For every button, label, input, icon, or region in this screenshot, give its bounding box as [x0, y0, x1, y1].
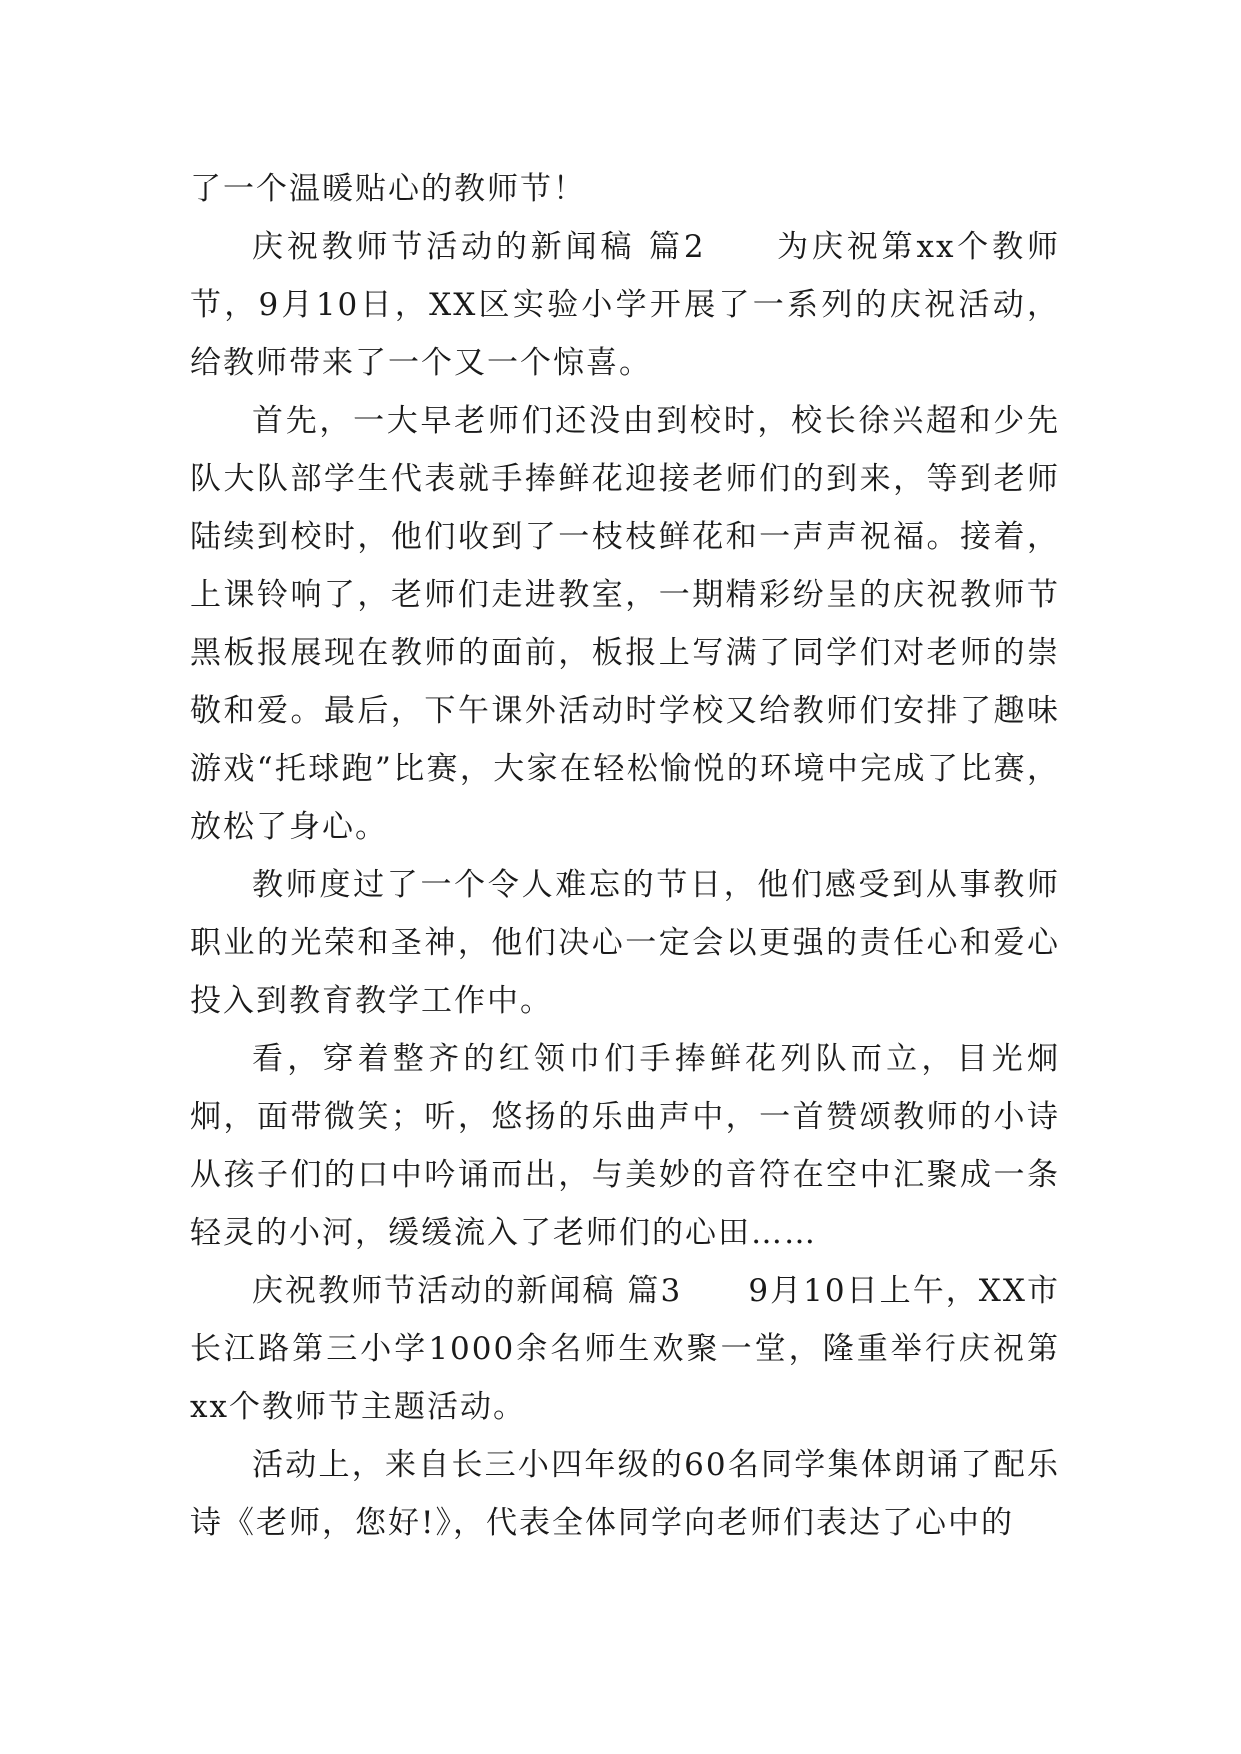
paragraph-recitation: 活动上，来自长三小四年级的60名同学集体朗诵了配乐诗《老师，您好!》，代表全体同学向老师们表达了心中的 — [190, 1447, 1060, 1541]
paragraph-article-2-intro: 庆祝教师节活动的新闻稿 篇2 为庆祝第xx个教师节，9月10日，XX区实验小学开展了一系列的庆祝活动，给教师带来了一个又一个惊喜。 — [190, 229, 1060, 381]
paragraph-continuation: 了一个温暖贴心的教师节！ — [190, 171, 586, 207]
paragraph-reflection: 教师度过了一个令人难忘的节日，他们感受到从事教师职业的光荣和圣神，他们决心一定会以更强的责任心和爱心投入到教育教学工作中。 — [190, 867, 1060, 1019]
paragraph-activities: 首先，一大早老师们还没由到校时，校长徐兴超和少先队大队部学生代表就手捧鲜花迎接老师们的到来，等到老师陆续到校时，他们收到了一枝枝鲜花和一声声祝福。接着，上课铃响了，老师们走进教室，一期精彩纷呈的庆祝教师节黑板报展现在教师的面前，板报上写满了同学们对老师的崇敬和爱。最后，下午课外活动时学校又给教师们安排了趣味游戏“托球跑”比赛，大家在轻松愉悦的环境中完成了比赛，放松了身心。 — [190, 403, 1060, 845]
article-body — [190, 160, 1060, 1552]
paragraph-scene: 看，穿着整齐的红领巾们手捧鲜花列队而立，目光炯炯，面带微笑；听，悠扬的乐曲声中，一首赞颂教师的小诗从孩子们的口中吟诵而出，与美妙的音符在空中汇聚成一条轻灵的小河，缓缓流入了老师们的心田…… — [190, 1041, 1060, 1251]
paragraph-article-3-intro: 庆祝教师节活动的新闻稿 篇3 9月10日上午，XX市长江路第三小学1000余名师生欢聚一堂，隆重举行庆祝第xx个教师节主题活动。 — [190, 1273, 1060, 1425]
